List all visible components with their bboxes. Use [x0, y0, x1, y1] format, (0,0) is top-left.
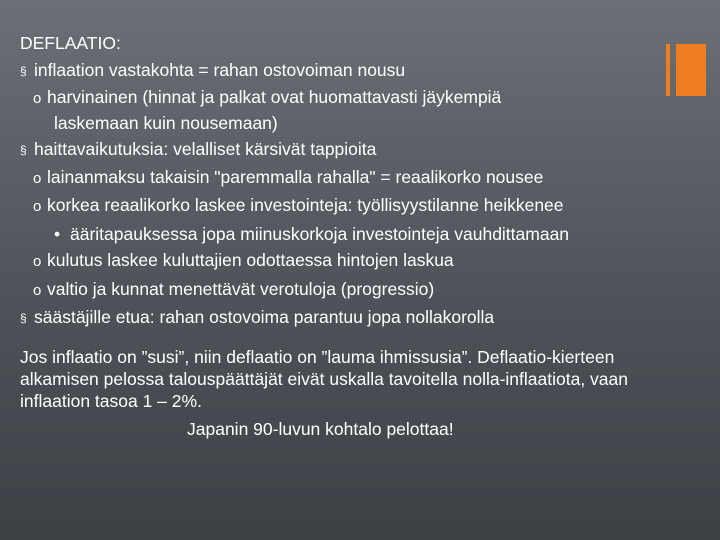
bullet-text: kulutus laskee kuluttajien odottaessa hintojen laskua: [47, 250, 454, 270]
bullet-item: [20, 136, 680, 164]
square-bullet-icon: §: [20, 143, 27, 157]
circle-bullet-icon: o: [33, 198, 42, 215]
square-bullet-icon: §: [20, 63, 27, 78]
slide-title: DEFLAATIO:: [20, 33, 121, 53]
bullet-text: ääritapauksessa jopa miinuskorkoja investointeja vauhdittamaan: [70, 223, 570, 244]
bullet-text: korkea reaalikorko laskee investointeja: työllisyystilanne heikkenee: [47, 195, 564, 215]
accent-bar-thick: [676, 44, 706, 96]
circle-bullet-icon: o: [33, 281, 42, 299]
bullet-text: lainanmaksu takaisin "paremmalla rahalla" = reaalikorko nousee: [47, 166, 544, 187]
circle-bullet-icon: o: [33, 169, 42, 187]
slide-content: [20, 30, 680, 442]
circle-bullet-icon: o: [33, 253, 42, 270]
sub-bullet-item: [20, 192, 680, 221]
bullet-item: [20, 304, 680, 332]
sub-bullet-item: [20, 84, 680, 113]
closing-statement: Japanin 90-luvun kohtalo pelottaa!: [187, 418, 454, 439]
summary-paragraph: Jos inflaatio on ”susi”, niin deflaatio on ”lauma ihmissusia”. Deflaatio-kierteen alkamisen pelossa talouspäättäjät eivät uskalla tavoitella nolla-inflaatiota, vaan inflaation tasoa 1 – 2%.: [20, 346, 629, 411]
bullet-text: säästäjille etua: rahan ostovoima parantuu jopa nollakorolla: [34, 307, 495, 327]
bullet-continuation: laskemaan kuin nousemaan): [54, 112, 278, 133]
circle-bullet-icon: o: [33, 90, 42, 107]
bullet-text: inflaation vastakohta = rahan ostovoiman nousu: [34, 59, 406, 80]
bullet-text: valtio ja kunnat menettävät verotuloja (progressio): [47, 278, 435, 299]
sub-bullet-item: [20, 247, 680, 276]
bullet-text: haittavaikutuksia: velalliset kärsivät tappioita: [34, 139, 377, 159]
sub-bullet-item: [20, 164, 680, 193]
dot-bullet-icon: •: [54, 223, 61, 244]
bullet-text: harvinainen (hinnat ja palkat ovat huomattavasti jäykempiä: [47, 87, 502, 107]
sub-bullet-item: [20, 276, 680, 305]
bullet-item: [20, 57, 680, 85]
sub-sub-bullet-item: [20, 221, 680, 248]
square-bullet-icon: §: [20, 311, 27, 325]
